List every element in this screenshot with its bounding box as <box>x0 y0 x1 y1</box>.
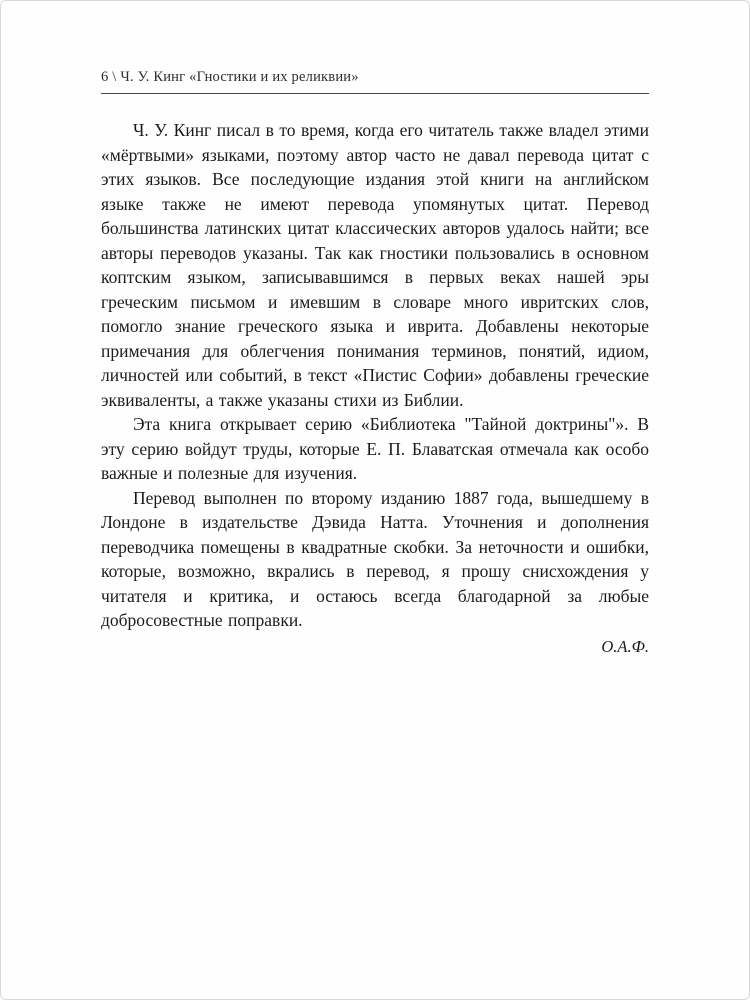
author-signature: О.А.Ф. <box>601 636 649 656</box>
paragraph: Перевод выполнен по второму изданию 1887 года, вышедшему в Лондоне в издательстве Дэвида Натта. Уточнения и дополнения переводчика помещены в квадратные скобки. За неточности и ошибки, которые, возможно, вкрались в перевод, я прошу снисхождения у читателя и критика, и остаюсь всегда благодарной за любые добросовестные поправки. <box>101 487 649 630</box>
paragraph: Эта книга открывает серию «Библиотека "Тайной доктрины"». В эту серию войдут труды, которые Е. П. Блаватская отмечала как особо важные и полезные для изучения. <box>101 414 649 483</box>
body-text <box>101 118 649 633</box>
running-header: 6 \ Ч. У. Кинг «Гностики и их реликвии» <box>101 69 649 94</box>
paragraph: Ч. У. Кинг писал в то время, когда его читатель также владел этими «мёртвыми» языками, поэтому автор часто не давал перевода цитат с этих языков. Все последующие издания этой книги на английском языке также не имеют перевода упомянутых цитат. Перевод большинства латинских цитат классических авторов удалось найти; все авторы переводов указаны. Так как гностики пользовались в основном коптским языком, записывавшимся в первых веках нашей эры греческим письмом и имевшим в словаре много ивритских слов, помогло знание греческого языка и иврита. Добавлены некоторые примечания для облегчения понимания терминов, понятий, идиом, личностей или событий, в текст «Пистис Софии» добавлены греческие эквиваленты, а также указаны стихи из Библии. <box>101 120 649 410</box>
page-content <box>101 69 649 657</box>
